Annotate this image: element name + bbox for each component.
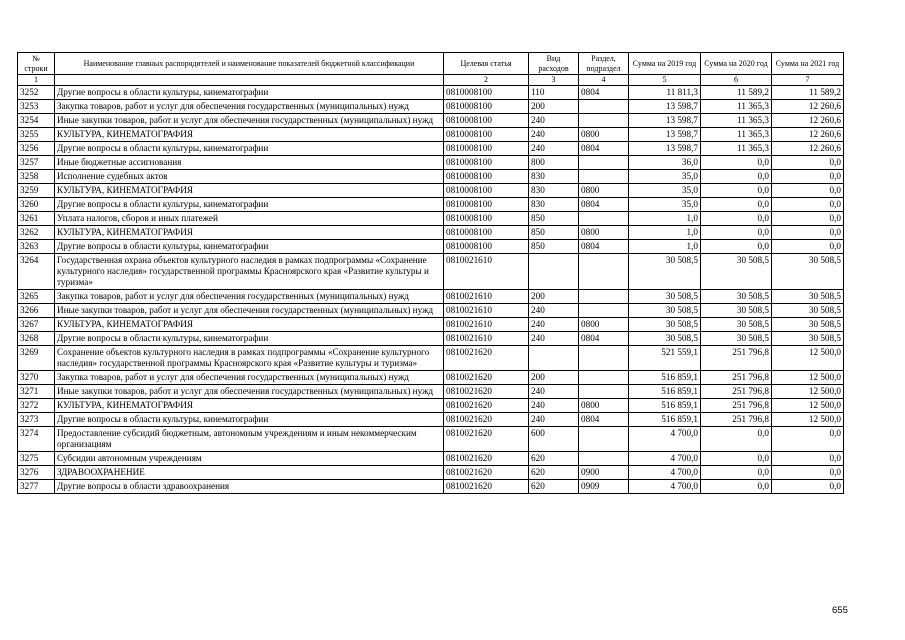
row-sum-2020: 30 508,5: [701, 332, 772, 346]
row-number: 3266: [18, 304, 55, 318]
table-row: [18, 170, 844, 184]
row-number: 3253: [18, 100, 55, 114]
row-sum-2019: 35,0: [629, 170, 701, 184]
row-expense-type: [529, 346, 579, 371]
row-section: [579, 290, 629, 304]
row-sum-2020: 11 365,3: [701, 142, 772, 156]
row-name: Другие вопросы в области культуры, кинематографии: [55, 332, 444, 346]
row-sum-2021: 12 500,0: [772, 399, 844, 413]
row-expense-type: 600: [529, 427, 579, 452]
row-sum-2020: 251 796,8: [701, 371, 772, 385]
row-section: [579, 212, 629, 226]
column-number: 7: [772, 75, 844, 86]
table-row: [18, 128, 844, 142]
column-number: 4: [579, 75, 629, 86]
table-row: [18, 240, 844, 254]
row-target-article: 0810021610: [444, 254, 529, 290]
row-name: Закупка товаров, работ и услуг для обеспечения государственных (муниципальных) нужд: [55, 290, 444, 304]
row-target-article: 0810008100: [444, 212, 529, 226]
row-sum-2019: 4 700,0: [629, 427, 701, 452]
row-name: Иные закупки товаров, работ и услуг для обеспечения государственных (муниципальных) нужд: [55, 114, 444, 128]
row-target-article: 0810021620: [444, 466, 529, 480]
row-sum-2021: 0,0: [772, 212, 844, 226]
row-sum-2020: 30 508,5: [701, 304, 772, 318]
row-number: 3272: [18, 399, 55, 413]
row-sum-2019: 1,0: [629, 212, 701, 226]
row-expense-type: 850: [529, 212, 579, 226]
row-sum-2019: 11 811,3: [629, 86, 701, 100]
row-number: 3262: [18, 226, 55, 240]
row-name: ЗДРАВООХРАНЕНИЕ: [55, 466, 444, 480]
table-row: [18, 142, 844, 156]
row-expense-type: 240: [529, 304, 579, 318]
row-sum-2020: 30 508,5: [701, 290, 772, 304]
row-expense-type: 620: [529, 452, 579, 466]
row-sum-2019: 516 859,1: [629, 413, 701, 427]
row-sum-2021: 0,0: [772, 240, 844, 254]
row-sum-2021: 12 500,0: [772, 413, 844, 427]
table-row: [18, 304, 844, 318]
row-number: 3270: [18, 371, 55, 385]
row-expense-type: 200: [529, 371, 579, 385]
table-row: [18, 114, 844, 128]
row-sum-2021: 12 260,6: [772, 100, 844, 114]
page-number: 655: [832, 605, 848, 616]
row-section: 0804: [579, 413, 629, 427]
row-sum-2020: 0,0: [701, 466, 772, 480]
row-sum-2019: 4 700,0: [629, 452, 701, 466]
row-sum-2020: 251 796,8: [701, 413, 772, 427]
row-sum-2021: 0,0: [772, 427, 844, 452]
row-target-article: 0810021610: [444, 304, 529, 318]
row-number: 3260: [18, 198, 55, 212]
row-name: Другие вопросы в области культуры, кинематографии: [55, 240, 444, 254]
column-number: 6: [701, 75, 772, 86]
row-expense-type: 240: [529, 385, 579, 399]
row-expense-type: 800: [529, 156, 579, 170]
table-row: [18, 290, 844, 304]
row-section: [579, 346, 629, 371]
row-section: 0804: [579, 198, 629, 212]
row-sum-2021: 12 500,0: [772, 371, 844, 385]
row-number: 3267: [18, 318, 55, 332]
row-sum-2019: 13 598,7: [629, 128, 701, 142]
row-sum-2020: 0,0: [701, 480, 772, 494]
row-number: 3254: [18, 114, 55, 128]
row-sum-2019: 36,0: [629, 156, 701, 170]
row-sum-2021: 30 508,5: [772, 254, 844, 290]
row-name: Другие вопросы в области культуры, кинематографии: [55, 413, 444, 427]
row-sum-2019: 13 598,7: [629, 142, 701, 156]
row-target-article: 0810021620: [444, 399, 529, 413]
row-name: Иные закупки товаров, работ и услуг для обеспечения государственных (муниципальных) нужд: [55, 385, 444, 399]
table-body: [18, 86, 844, 494]
row-expense-type: 850: [529, 240, 579, 254]
row-sum-2020: 0,0: [701, 427, 772, 452]
row-sum-2019: 516 859,1: [629, 371, 701, 385]
row-name: Предоставление субсидий бюджетным, автономным учреждениям и иным некоммерческим организациям: [55, 427, 444, 452]
row-section: [579, 170, 629, 184]
row-section: [579, 100, 629, 114]
row-target-article: 0810008100: [444, 86, 529, 100]
header-sum-2019: Сумма на 2019 год: [629, 53, 701, 75]
row-number: 3275: [18, 452, 55, 466]
row-sum-2020: 251 796,8: [701, 385, 772, 399]
table-header-row: [18, 53, 844, 75]
row-target-article: 0810008100: [444, 114, 529, 128]
column-number: 2: [444, 75, 529, 86]
row-target-article: 0810021610: [444, 290, 529, 304]
row-sum-2019: 516 859,1: [629, 399, 701, 413]
row-sum-2021: 0,0: [772, 226, 844, 240]
row-sum-2020: 0,0: [701, 170, 772, 184]
row-target-article: 0810021620: [444, 385, 529, 399]
row-number: 3274: [18, 427, 55, 452]
row-target-article: 0810021620: [444, 427, 529, 452]
row-name: КУЛЬТУРА, КИНЕМАТОГРАФИЯ: [55, 318, 444, 332]
row-name: Другие вопросы в области культуры, кинематографии: [55, 86, 444, 100]
row-section: 0800: [579, 318, 629, 332]
row-number: 3264: [18, 254, 55, 290]
header-sum-2021: Сумма на 2021 год: [772, 53, 844, 75]
table-row: [18, 371, 844, 385]
row-sum-2021: 0,0: [772, 170, 844, 184]
row-target-article: 0810021620: [444, 452, 529, 466]
row-target-article: 0810008100: [444, 170, 529, 184]
row-target-article: 0810008100: [444, 156, 529, 170]
row-name: Исполнение судебных актов: [55, 170, 444, 184]
row-sum-2021: 12 500,0: [772, 346, 844, 371]
row-number: 3268: [18, 332, 55, 346]
row-sum-2021: 30 508,5: [772, 318, 844, 332]
row-section: 0909: [579, 480, 629, 494]
row-number: 3276: [18, 466, 55, 480]
table-row: [18, 100, 844, 114]
row-target-article: 0810008100: [444, 142, 529, 156]
row-sum-2021: 12 260,6: [772, 128, 844, 142]
row-number: 3273: [18, 413, 55, 427]
row-name: Уплата налогов, сборов и иных платежей: [55, 212, 444, 226]
row-sum-2021: 0,0: [772, 198, 844, 212]
row-sum-2019: 30 508,5: [629, 290, 701, 304]
table-row: [18, 318, 844, 332]
table-row: [18, 399, 844, 413]
row-target-article: 0810021610: [444, 332, 529, 346]
row-sum-2020: 11 365,3: [701, 114, 772, 128]
row-number: 3258: [18, 170, 55, 184]
row-section: [579, 114, 629, 128]
column-number: 3: [529, 75, 579, 86]
row-number: 3277: [18, 480, 55, 494]
row-section: 0804: [579, 142, 629, 156]
row-sum-2019: 13 598,7: [629, 114, 701, 128]
row-sum-2019: 1,0: [629, 226, 701, 240]
row-expense-type: 240: [529, 318, 579, 332]
row-sum-2021: 30 508,5: [772, 332, 844, 346]
row-target-article: 0810008100: [444, 226, 529, 240]
row-sum-2019: 35,0: [629, 198, 701, 212]
table-row: [18, 156, 844, 170]
row-sum-2020: 11 365,3: [701, 100, 772, 114]
table-row: [18, 385, 844, 399]
column-number: [55, 75, 444, 86]
row-sum-2019: 13 598,7: [629, 100, 701, 114]
row-number: 3269: [18, 346, 55, 371]
row-target-article: 0810021620: [444, 480, 529, 494]
row-name: Субсидии автономным учреждениям: [55, 452, 444, 466]
row-sum-2019: 1,0: [629, 240, 701, 254]
row-sum-2021: 0,0: [772, 156, 844, 170]
row-target-article: 0810021610: [444, 318, 529, 332]
header-expense-type: Вид расходов: [529, 53, 579, 75]
row-sum-2019: 516 859,1: [629, 385, 701, 399]
row-name: Иные закупки товаров, работ и услуг для обеспечения государственных (муниципальных) нужд: [55, 304, 444, 318]
row-target-article: 0810008100: [444, 100, 529, 114]
row-target-article: 0810021620: [444, 371, 529, 385]
header-name: Наименование главных распорядителей и наименование показателей бюджетной классификации: [55, 53, 444, 75]
table-row: [18, 466, 844, 480]
row-section: 0804: [579, 332, 629, 346]
row-sum-2020: 0,0: [701, 452, 772, 466]
row-target-article: 0810008100: [444, 240, 529, 254]
row-name: Иные бюджетные ассигнования: [55, 156, 444, 170]
row-target-article: 0810008100: [444, 198, 529, 212]
row-sum-2021: 30 508,5: [772, 304, 844, 318]
row-sum-2020: 11 365,3: [701, 128, 772, 142]
row-section: [579, 427, 629, 452]
row-expense-type: 240: [529, 332, 579, 346]
row-sum-2020: 0,0: [701, 184, 772, 198]
row-sum-2020: 0,0: [701, 240, 772, 254]
row-section: 0800: [579, 399, 629, 413]
row-sum-2021: 12 260,6: [772, 114, 844, 128]
row-target-article: 0810021620: [444, 346, 529, 371]
row-expense-type: 620: [529, 480, 579, 494]
row-sum-2021: 30 508,5: [772, 290, 844, 304]
row-sum-2019: 30 508,5: [629, 318, 701, 332]
row-expense-type: 110: [529, 86, 579, 100]
row-expense-type: 830: [529, 170, 579, 184]
row-sum-2019: 4 700,0: [629, 466, 701, 480]
table-row: [18, 332, 844, 346]
row-number: 3259: [18, 184, 55, 198]
row-name: Другие вопросы в области культуры, кинематографии: [55, 198, 444, 212]
row-sum-2019: 35,0: [629, 184, 701, 198]
row-expense-type: 240: [529, 413, 579, 427]
row-section: [579, 452, 629, 466]
row-expense-type: 830: [529, 184, 579, 198]
row-name: Закупка товаров, работ и услуг для обеспечения государственных (муниципальных) нужд: [55, 371, 444, 385]
row-sum-2020: 30 508,5: [701, 254, 772, 290]
row-name: Государственная охрана объектов культурного наследия в рамках подпрограммы «Сохранение культурного наследия» государственной программы Красноярского края «Развитие культуры и туризма»: [55, 254, 444, 290]
table-row: [18, 86, 844, 100]
row-sum-2020: 251 796,8: [701, 346, 772, 371]
row-expense-type: 240: [529, 142, 579, 156]
row-sum-2021: 12 260,6: [772, 142, 844, 156]
row-section: 0800: [579, 226, 629, 240]
row-sum-2019: 521 559,1: [629, 346, 701, 371]
row-number: 3256: [18, 142, 55, 156]
row-expense-type: 240: [529, 114, 579, 128]
table-row: [18, 427, 844, 452]
row-sum-2020: 0,0: [701, 198, 772, 212]
row-sum-2021: 0,0: [772, 184, 844, 198]
column-number: 1: [18, 75, 55, 86]
row-name: Сохранение объектов культурного наследия в рамках подпрограммы «Сохранение культурного наследия» государственной программы Красноярского края «Развитие культуры и туризма»: [55, 346, 444, 371]
row-sum-2020: 0,0: [701, 212, 772, 226]
row-name: КУЛЬТУРА, КИНЕМАТОГРАФИЯ: [55, 128, 444, 142]
row-target-article: 0810008100: [444, 184, 529, 198]
row-expense-type: 620: [529, 466, 579, 480]
row-sum-2021: 11 589,2: [772, 86, 844, 100]
row-expense-type: 830: [529, 198, 579, 212]
row-name: Другие вопросы в области здравоохранения: [55, 480, 444, 494]
row-number: 3265: [18, 290, 55, 304]
table-row: [18, 212, 844, 226]
row-sum-2021: 0,0: [772, 480, 844, 494]
row-expense-type: 240: [529, 128, 579, 142]
column-number-row: [18, 75, 844, 86]
row-section: [579, 371, 629, 385]
row-number: 3271: [18, 385, 55, 399]
row-expense-type: 850: [529, 226, 579, 240]
row-expense-type: 240: [529, 399, 579, 413]
row-number: 3255: [18, 128, 55, 142]
row-number: 3261: [18, 212, 55, 226]
table-row: [18, 198, 844, 212]
header-row-number: № строки: [18, 53, 55, 75]
row-section: 0804: [579, 86, 629, 100]
header-sum-2020: Сумма на 2020 год: [701, 53, 772, 75]
row-expense-type: [529, 254, 579, 290]
header-target-article: Целевая статья: [444, 53, 529, 75]
table-row: [18, 184, 844, 198]
row-section: 0804: [579, 240, 629, 254]
row-section: 0900: [579, 466, 629, 480]
row-sum-2019: 30 508,5: [629, 254, 701, 290]
row-section: [579, 254, 629, 290]
row-sum-2020: 11 589,2: [701, 86, 772, 100]
row-number: 3257: [18, 156, 55, 170]
row-expense-type: 200: [529, 290, 579, 304]
row-target-article: 0810021620: [444, 413, 529, 427]
column-number: 5: [629, 75, 701, 86]
row-sum-2020: 251 796,8: [701, 399, 772, 413]
row-sum-2019: 4 700,0: [629, 480, 701, 494]
row-section: 0800: [579, 184, 629, 198]
budget-table: [17, 52, 844, 494]
row-name: КУЛЬТУРА, КИНЕМАТОГРАФИЯ: [55, 184, 444, 198]
row-name: КУЛЬТУРА, КИНЕМАТОГРАФИЯ: [55, 399, 444, 413]
row-name: Закупка товаров, работ и услуг для обеспечения государственных (муниципальных) нужд: [55, 100, 444, 114]
row-sum-2021: 0,0: [772, 466, 844, 480]
header-section: Раздел, подраздел: [579, 53, 629, 75]
row-name: Другие вопросы в области культуры, кинематографии: [55, 142, 444, 156]
row-section: 0800: [579, 128, 629, 142]
row-sum-2020: 30 508,5: [701, 318, 772, 332]
row-number: 3263: [18, 240, 55, 254]
table-row: [18, 413, 844, 427]
row-sum-2020: 0,0: [701, 156, 772, 170]
row-target-article: 0810008100: [444, 128, 529, 142]
table-row: [18, 346, 844, 371]
row-number: 3252: [18, 86, 55, 100]
row-sum-2019: 30 508,5: [629, 332, 701, 346]
row-sum-2019: 30 508,5: [629, 304, 701, 318]
row-expense-type: 200: [529, 100, 579, 114]
row-section: [579, 385, 629, 399]
row-sum-2021: 12 500,0: [772, 385, 844, 399]
row-section: [579, 304, 629, 318]
row-sum-2020: 0,0: [701, 226, 772, 240]
row-sum-2021: 0,0: [772, 452, 844, 466]
table-row: [18, 226, 844, 240]
table-row: [18, 452, 844, 466]
table-row: [18, 254, 844, 290]
row-name: КУЛЬТУРА, КИНЕМАТОГРАФИЯ: [55, 226, 444, 240]
table-row: [18, 480, 844, 494]
row-section: [579, 156, 629, 170]
